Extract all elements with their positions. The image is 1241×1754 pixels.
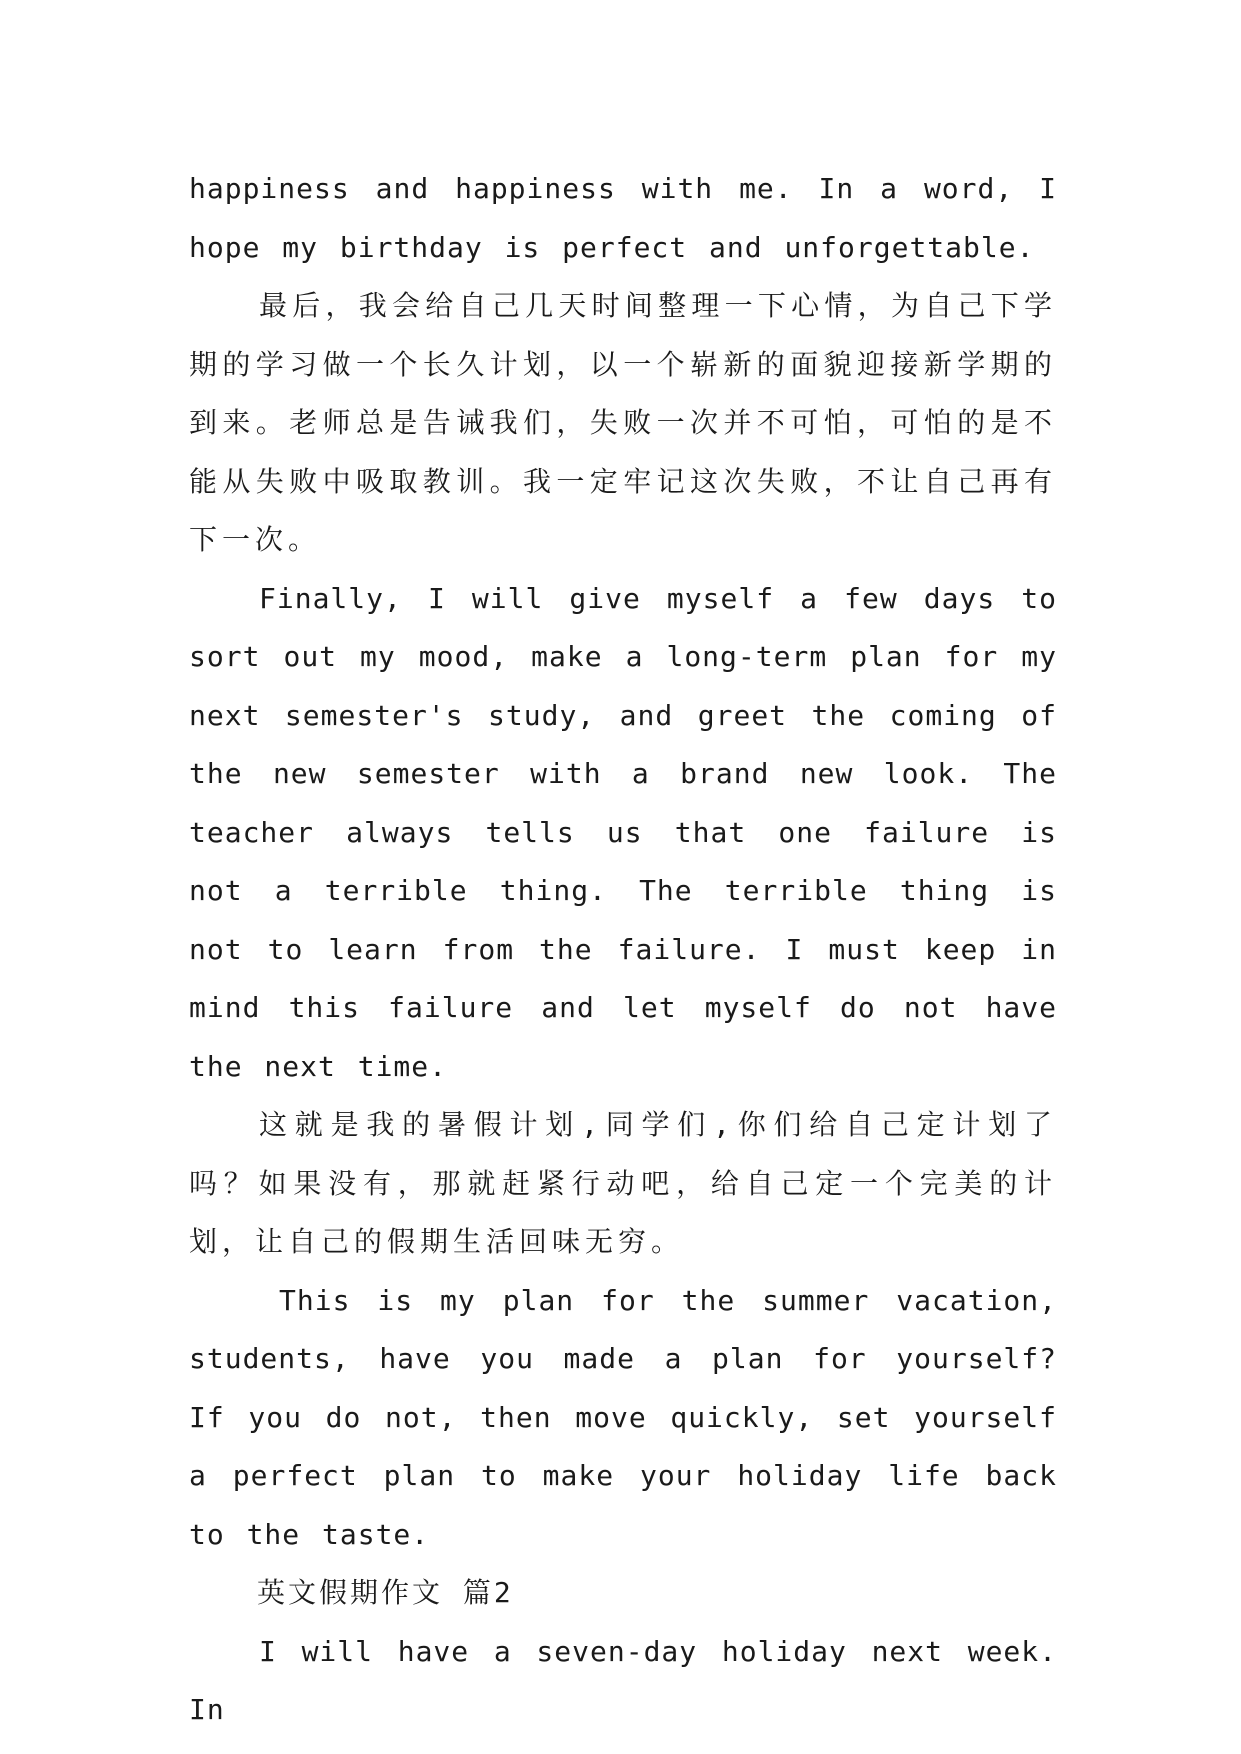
- paragraph-summary-english: This is my plan for the summer vacation, students, have you made a plan for yourself? If you do not, then move quickly, set yourself a perfect plan to make your holiday life back to the taste.: [189, 1283, 1057, 1551]
- paragraph-essay-2-start: I will have a seven-day holiday next week. In: [189, 1634, 1057, 1726]
- paragraph-finally-chinese: 最后，我会给自己几天时间整理一下心情，为自己下学期的学习做一个长久计划，以一个崭新的面貌迎接新学期的到来。老师总是告诫我们，失败一次并不可怕，可怕的是不能从失败中吸取教训。我一定牢记这次失败，不让自己再有下一次。: [189, 289, 1057, 556]
- essay-section-heading: 英文假期作文 篇2: [257, 1576, 514, 1609]
- document-page: [189, 160, 1057, 1740]
- paragraph-summary-chinese: 这就是我的暑假计划,同学们,你们给自己定计划了吗？如果没有，那就赶紧行动吧，给自己定一个完美的计划，让自己的假期生活回味无穷。: [189, 1108, 1057, 1258]
- paragraph-birthday-ending: happiness and happiness with me. In a word, I hope my birthday is perfect and unforgettable.: [189, 172, 1057, 264]
- paragraph-finally-english: Finally, I will give myself a few days to sort out my mood, make a long-term plan for my next semester's study, and greet the coming of the new semester with a brand new look. The teacher always tells us that one failure is not a terrible thing. The terrible thing is not to learn from the failure. I must keep in mind this failure and let myself do not have the next time.: [189, 581, 1057, 1083]
